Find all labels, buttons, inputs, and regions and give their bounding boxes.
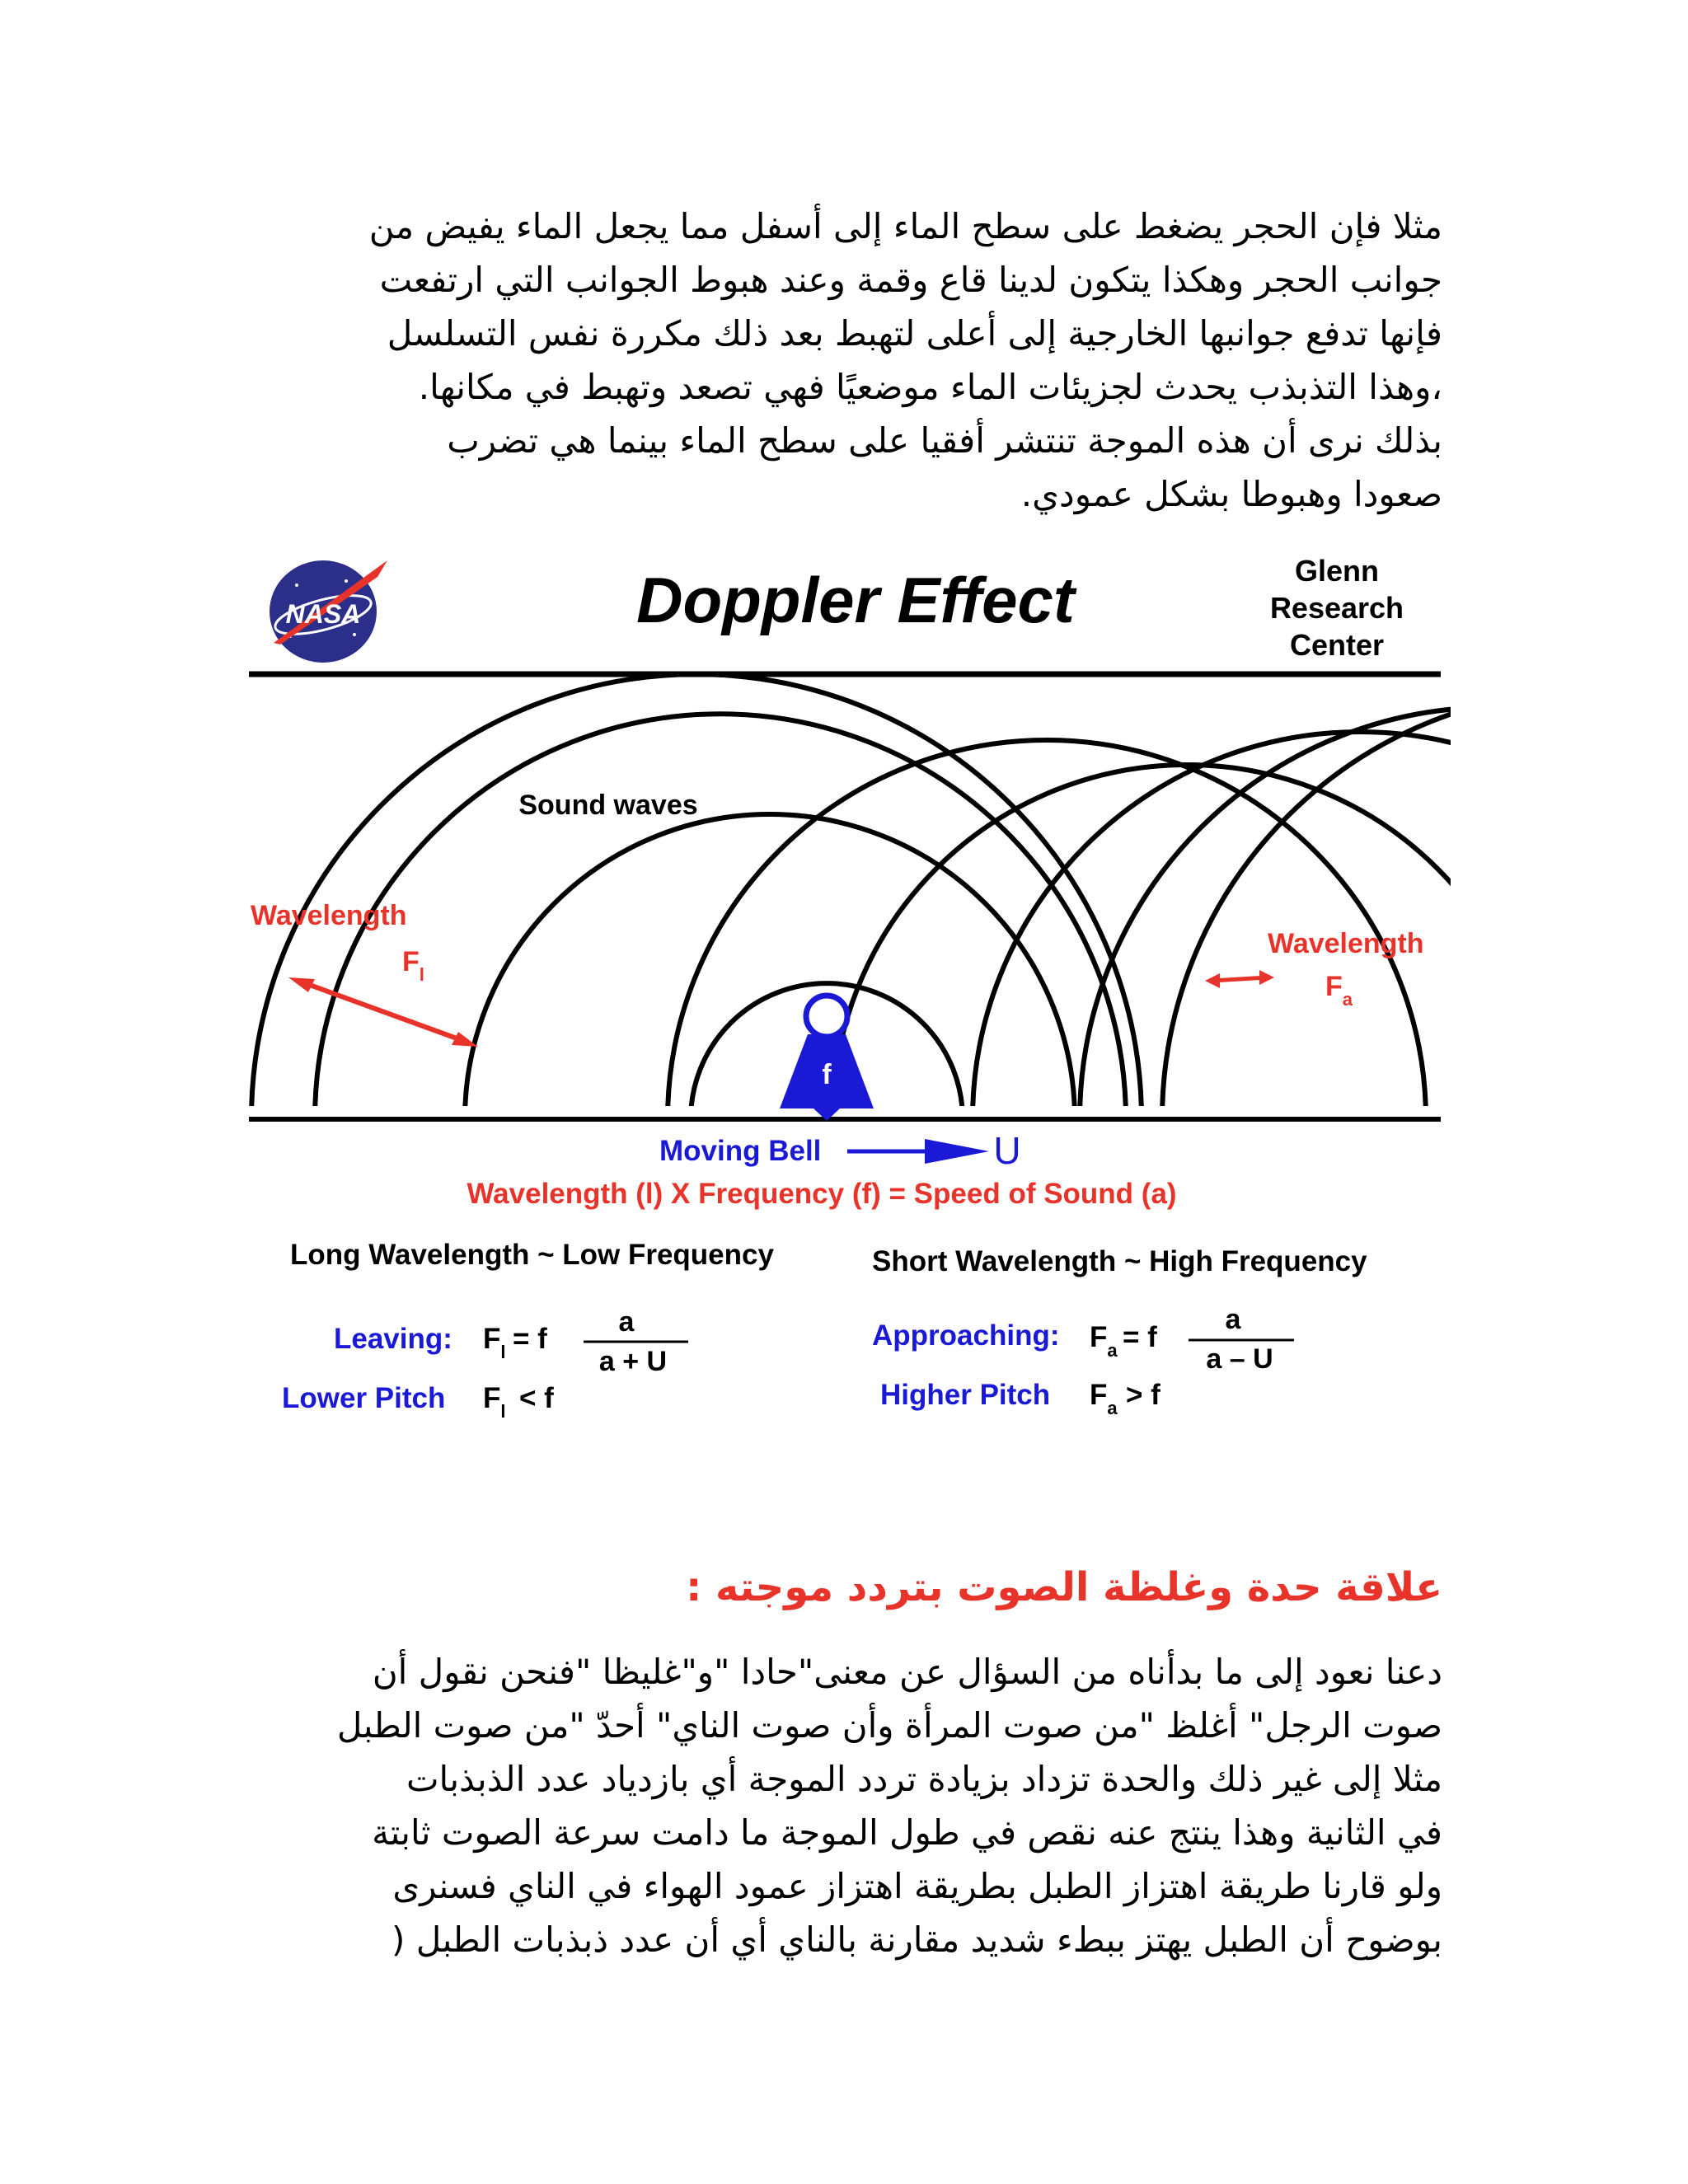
f-left-label: $F_l$ bbox=[402, 946, 424, 985]
lower-pitch-rhs: < f bbox=[519, 1382, 554, 1414]
bell-icon bbox=[780, 996, 874, 1121]
intro-paragraph bbox=[247, 199, 1442, 521]
short-wavelength-caption: Short Wavelength ~ High Frequency bbox=[872, 1245, 1367, 1277]
velocity-label: U bbox=[993, 1129, 1021, 1172]
lower-pitch-lhs: $F_l$ bbox=[483, 1382, 506, 1422]
velocity-arrow-head bbox=[925, 1139, 989, 1164]
wavelength-right-label: Wavelength bbox=[1268, 928, 1424, 959]
body-paragraph bbox=[247, 1645, 1442, 1966]
higher-pitch-rhs: > f bbox=[1126, 1379, 1160, 1411]
paragraph-line: دعنا نعود إلى ما بدأناه من السؤال عن معنى"حادا "و"غليظا "فنحن نقول أن bbox=[372, 1652, 1442, 1692]
leaving-numerator: a bbox=[618, 1306, 635, 1338]
paragraph-line: صعودا وهبوطا بشكل عمودي. bbox=[1020, 474, 1442, 514]
higher-pitch-label: Higher Pitch bbox=[880, 1379, 1051, 1411]
figure-title: Doppler Effect bbox=[636, 564, 1075, 636]
paragraph-line: بوضوح أن الطبل يهتز ببطء شديد مقارنة بالناي أي أن عدد ذبذبات الطبل ( bbox=[392, 1919, 1442, 1960]
paragraph-line: في الثانية وهذا ينتج عنه نقص في طول الموجة ما دامت سرعة الصوت ثابتة bbox=[372, 1812, 1442, 1853]
wave-arc bbox=[315, 714, 1126, 1119]
approaching-lhs: $F_a$ bbox=[1090, 1321, 1118, 1361]
wave-arc bbox=[1162, 691, 1451, 1119]
paragraph-line: ،وهذا التذبذب يحدث لجزيئات الماء موضعيًا فهي تصعد وتهبط في مكانها. bbox=[418, 367, 1442, 407]
paragraph-line: ولو قارنا طريقة اهتزاز الطبل بطريقة اهتزاز عمود الهواء في الناي فسنرى bbox=[392, 1866, 1442, 1906]
center-name-line: Research bbox=[1269, 591, 1404, 625]
sound-waves-label: Sound waves bbox=[518, 790, 698, 821]
doppler-effect-figure bbox=[239, 544, 1451, 1442]
approaching-denominator: a – U bbox=[1206, 1343, 1273, 1375]
arrow-head bbox=[1205, 973, 1220, 988]
paragraph-line: جوانب الحجر وهكذا يتكون لدينا قاع وقمة وعند هبوط الجوانب التي ارتفعت bbox=[379, 260, 1442, 300]
leaving-lhs: $F_l$ bbox=[483, 1323, 506, 1362]
wavelength-left-label: Wavelength bbox=[251, 900, 407, 931]
lower-pitch-label: Lower Pitch bbox=[282, 1382, 446, 1414]
leaving-label: Leaving: bbox=[334, 1323, 452, 1355]
approaching-label: Approaching: bbox=[872, 1319, 1060, 1352]
paragraph-line: فإنها تدفع جوانبها الخارجية إلى أعلى لتهبط بعد ذلك مكررة نفس التسلسل bbox=[387, 313, 1442, 354]
leaving-denominator: a + U bbox=[598, 1346, 668, 1377]
center-name-line: Glenn bbox=[1294, 554, 1380, 588]
section-heading: علاقة حدة وغلظة الصوت بتردد موجته : bbox=[686, 1564, 1442, 1610]
moving-bell-label: Moving Bell bbox=[659, 1135, 822, 1167]
wave-arc bbox=[973, 732, 1451, 1119]
nasa-logo bbox=[270, 560, 387, 663]
arrow-head bbox=[1259, 970, 1274, 985]
paragraph-line: بذلك نرى أن هذه الموجة تنتشر أفقيا على سطح الماء بينما هي تضرب bbox=[447, 420, 1442, 461]
center-name-line: Center bbox=[1289, 628, 1385, 662]
paragraph-line: مثلا إلى غير ذلك والحدة تزداد بزيادة تردد الموجة أي بازدياد عدد الذبذبات bbox=[406, 1759, 1442, 1799]
higher-pitch-lhs: $F_a$ bbox=[1090, 1379, 1118, 1418]
paragraph-line: مثلا فإن الحجر يضغط على سطح الماء إلى أسفل مما يجعل الماء يفيض من bbox=[368, 206, 1442, 246]
long-wavelength-caption: Long Wavelength ~ Low Frequency bbox=[290, 1239, 774, 1271]
approaching-rhs: = f bbox=[1123, 1321, 1157, 1353]
wavelength-right-arrow bbox=[1212, 977, 1268, 981]
leaving-rhs: = f bbox=[513, 1323, 547, 1355]
paragraph-line: صوت الرجل" أغلظ "من صوت المرأة وأن صوت الناي" أحدّ "من صوت الطبل bbox=[336, 1705, 1442, 1746]
nasa-logo-text: NASA bbox=[285, 599, 361, 629]
approaching-numerator: a bbox=[1225, 1304, 1241, 1335]
bell-frequency-label: f bbox=[822, 1059, 832, 1090]
arrow-head bbox=[288, 977, 315, 992]
f-right-label: $F_a$ bbox=[1325, 971, 1353, 1010]
speed-equation: Wavelength (l) X Frequency (f) = Speed of Sound (a) bbox=[467, 1178, 1177, 1210]
